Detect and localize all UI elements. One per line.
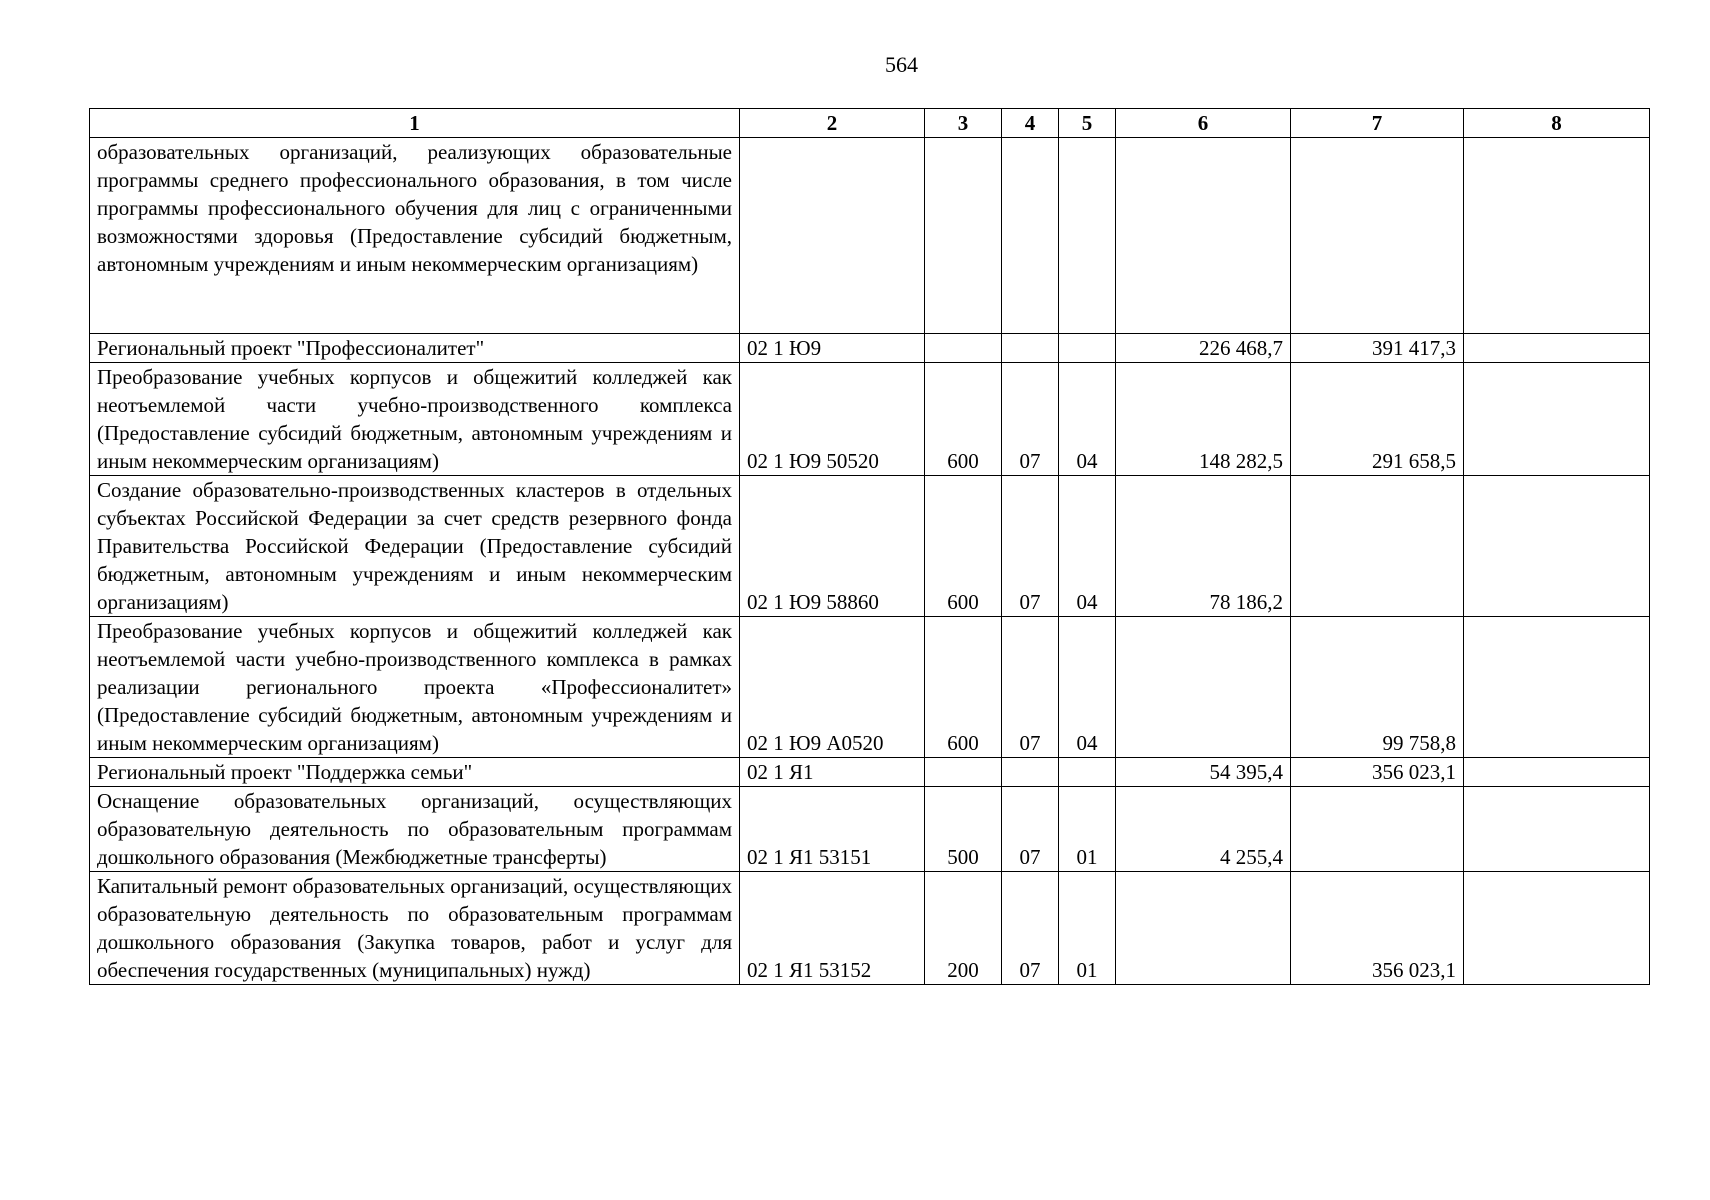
row-name: Оснащение образовательных организаций, осуществляющих образовательную деятельность по образовательным программам дошкольного образования (Межбюджетные трансферты) [90,787,740,872]
row-col5 [1059,138,1116,334]
table-header-row [90,109,1650,138]
row-name: Преобразование учебных корпусов и общежитий колледжей как неотъемлемой части учебно-производственного комплекса (Предоставление субсидий бюджетным, автономным учреждениям и иным некоммерческим организациям) [90,363,740,476]
row-col7 [1291,787,1464,872]
row-col7: 356 023,1 [1291,758,1464,787]
row-code: 02 1 Ю9 58860 [740,476,925,617]
row-col3: 600 [925,617,1002,758]
row-col7 [1291,476,1464,617]
column-header: 7 [1291,109,1464,138]
row-col4: 07 [1002,872,1059,985]
row-code: 02 1 Ю9 [740,334,925,363]
row-col8 [1464,617,1650,758]
table-row [90,363,1650,476]
row-col5: 01 [1059,787,1116,872]
column-header: 8 [1464,109,1650,138]
row-col8 [1464,138,1650,334]
row-name: Региональный проект "Поддержка семьи" [90,758,740,787]
row-col3: 600 [925,363,1002,476]
table-row [90,138,1650,334]
column-header: 6 [1116,109,1291,138]
row-col4: 07 [1002,476,1059,617]
row-col6 [1116,872,1291,985]
row-col4 [1002,758,1059,787]
row-code [740,138,925,334]
page-number: 564 [885,52,918,77]
row-col4: 07 [1002,787,1059,872]
row-col3: 600 [925,476,1002,617]
row-code: 02 1 Я1 53152 [740,872,925,985]
table-row [90,617,1650,758]
row-col3 [925,334,1002,363]
row-col7: 291 658,5 [1291,363,1464,476]
row-col6: 78 186,2 [1116,476,1291,617]
row-name: Преобразование учебных корпусов и общежитий колледжей как неотъемлемой части учебно-производственного комплекса в рамках реализации регионального проекта «Профессионалитет» (Предоставление субсидий бюджетным, автономным учреждениям и иным некоммерческим организациям) [90,617,740,758]
row-code: 02 1 Ю9 50520 [740,363,925,476]
column-header: 2 [740,109,925,138]
row-name: Создание образовательно-производственных кластеров в отдельных субъектах Российской Федерации за счет средств резервного фонда Правительства Российской Федерации (Предоставление субсидий бюджетным, автономным учреждениям и иным некоммерческим организациям) [90,476,740,617]
row-col5 [1059,334,1116,363]
row-name: образовательных организаций, реализующих образовательные программы среднего профессионального образования, в том числе программы профессионального обучения для лиц с ограниченными возможностями здоровья (Предоставление субсидий бюджетным, автономным учреждениям и иным некоммерческим организациям) [90,138,740,334]
row-col4: 07 [1002,617,1059,758]
row-col8 [1464,787,1650,872]
row-col7: 99 758,8 [1291,617,1464,758]
row-col5: 04 [1059,617,1116,758]
row-col6: 4 255,4 [1116,787,1291,872]
row-col7 [1291,138,1464,334]
row-name: Региональный проект "Профессионалитет" [90,334,740,363]
column-header: 5 [1059,109,1116,138]
row-col8 [1464,476,1650,617]
row-col8 [1464,363,1650,476]
row-col8 [1464,334,1650,363]
row-col4 [1002,334,1059,363]
row-col6 [1116,138,1291,334]
budget-table [89,108,1650,985]
row-col3: 500 [925,787,1002,872]
table-row [90,758,1650,787]
table-row [90,872,1650,985]
row-code: 02 1 Я1 53151 [740,787,925,872]
row-code: 02 1 Я1 [740,758,925,787]
table-row [90,334,1650,363]
row-col6: 148 282,5 [1116,363,1291,476]
column-header: 1 [90,109,740,138]
row-name: Капитальный ремонт образовательных организаций, осуществляющих образовательную деятельность по образовательным программам дошкольного образования (Закупка товаров, работ и услуг для обеспечения государственных (муниципальных) нужд) [90,872,740,985]
table-row [90,476,1650,617]
row-col4 [1002,138,1059,334]
row-col4: 07 [1002,363,1059,476]
row-col3 [925,758,1002,787]
row-col8 [1464,872,1650,985]
column-header: 3 [925,109,1002,138]
row-col7: 356 023,1 [1291,872,1464,985]
row-col6: 226 468,7 [1116,334,1291,363]
row-col5 [1059,758,1116,787]
row-col8 [1464,758,1650,787]
column-header: 4 [1002,109,1059,138]
row-col6 [1116,617,1291,758]
row-col5: 01 [1059,872,1116,985]
row-col7: 391 417,3 [1291,334,1464,363]
row-col3 [925,138,1002,334]
row-col3: 200 [925,872,1002,985]
row-col6: 54 395,4 [1116,758,1291,787]
row-col5: 04 [1059,363,1116,476]
table-row [90,787,1650,872]
row-col5: 04 [1059,476,1116,617]
row-code: 02 1 Ю9 А0520 [740,617,925,758]
